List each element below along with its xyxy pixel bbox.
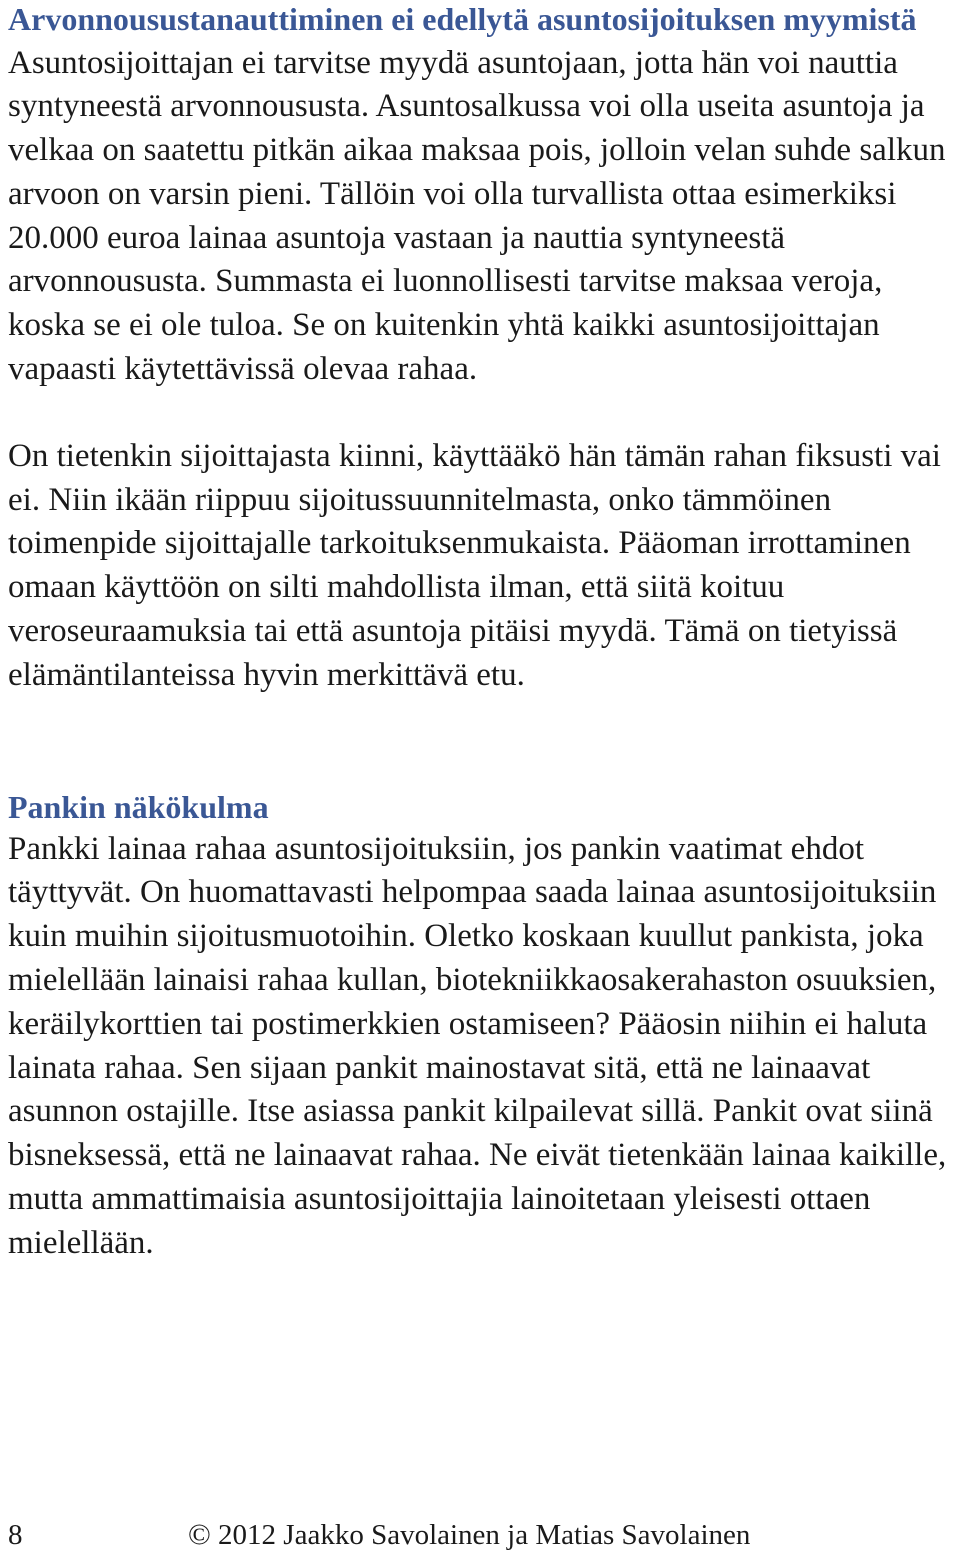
body-paragraph: Asuntosijoittajan ei tarvitse myydä asuntojaan, jotta hän voi nauttia syntyneestä arvonnoususta. Asuntosalkussa voi olla useita asuntoja ja velkaa on saatettu pitkän aikaa maksaa pois, jolloin velan suhde salkun arvoon on varsin pieni. Tällöin voi olla turvallista ottaa esimerkiksi 20.000 euroa lainaa asuntoja vastaan ja nauttia syntyneestä arvonnoususta. Summasta ei luonnollisesti tarvitse maksaa veroja, koska se ei ole tuloa. Se on kuitenkin yhtä kaikki asuntosijoittajan vapaasti käytettävissä olevaa rahaa.	[8, 44, 946, 388]
copyright-text: 2012 Jaakko Savolainen ja Matias Savolainen	[218, 1519, 751, 1551]
body-paragraph: On tietenkin sijoittajasta kiinni, käyttääkö hän tämän rahan fiksusti vai ei. Niin ikään riippuu sijoitussuunnitelmasta, onko tämmöinen toimenpide sijoittajalle tarkoituksenmukaista. Pääoman irrottaminen omaan käyttöön on silti mahdollista ilman, että siitä koituu veroseuraamuksia tai että asuntoja pitäisi myydä. Tämä on tietyissä elämäntilanteissa hyvin merkittävä etu.	[8, 437, 941, 693]
page-number: 8	[8, 1519, 23, 1551]
section-spacer	[8, 698, 952, 786]
document-page	[8, 0, 952, 1266]
section-heading: Pankin näkökulma	[8, 788, 269, 825]
copyright-notice	[188, 1515, 750, 1555]
section-arvonnousu	[8, 0, 952, 698]
page-footer	[8, 1515, 952, 1555]
paragraph-spacer	[8, 392, 952, 435]
section-pankin-nakokulma	[8, 786, 952, 1266]
body-paragraph: Pankki lainaa rahaa asuntosijoituksiin, jos pankin vaatimat ehdot täyttyvät. On huomattavasti helpompaa saada lainaa asuntosijoituksiin kuin muihin sijoitusmuotoihin. Oletko koskaan kuullut pankista, joka mielellään lainaisi rahaa kullan, biotekniikkaosakerahaston osuuksien, keräilykorttien tai postimerkkien ostamiseen? Pääosin niihin ei haluta lainata rahaa. Sen sijaan pankit mainostavat sitä, että ne lainaavat asunnon ostajille. Itse asiassa pankit kilpailevat sillä. Pankit ovat siinä bisneksessä, että ne lainaavat rahaa. Ne eivät tietenkään lainaa kaikille, mutta ammattimaisia asuntosijoittajia lainoitetaan yleisesti ottaen mielellään.	[8, 830, 947, 1261]
section-heading: Arvonnousustanauttiminen ei edellytä asuntosijoituksen myymistä	[8, 1, 917, 37]
copyright-icon: ©	[188, 1518, 211, 1551]
